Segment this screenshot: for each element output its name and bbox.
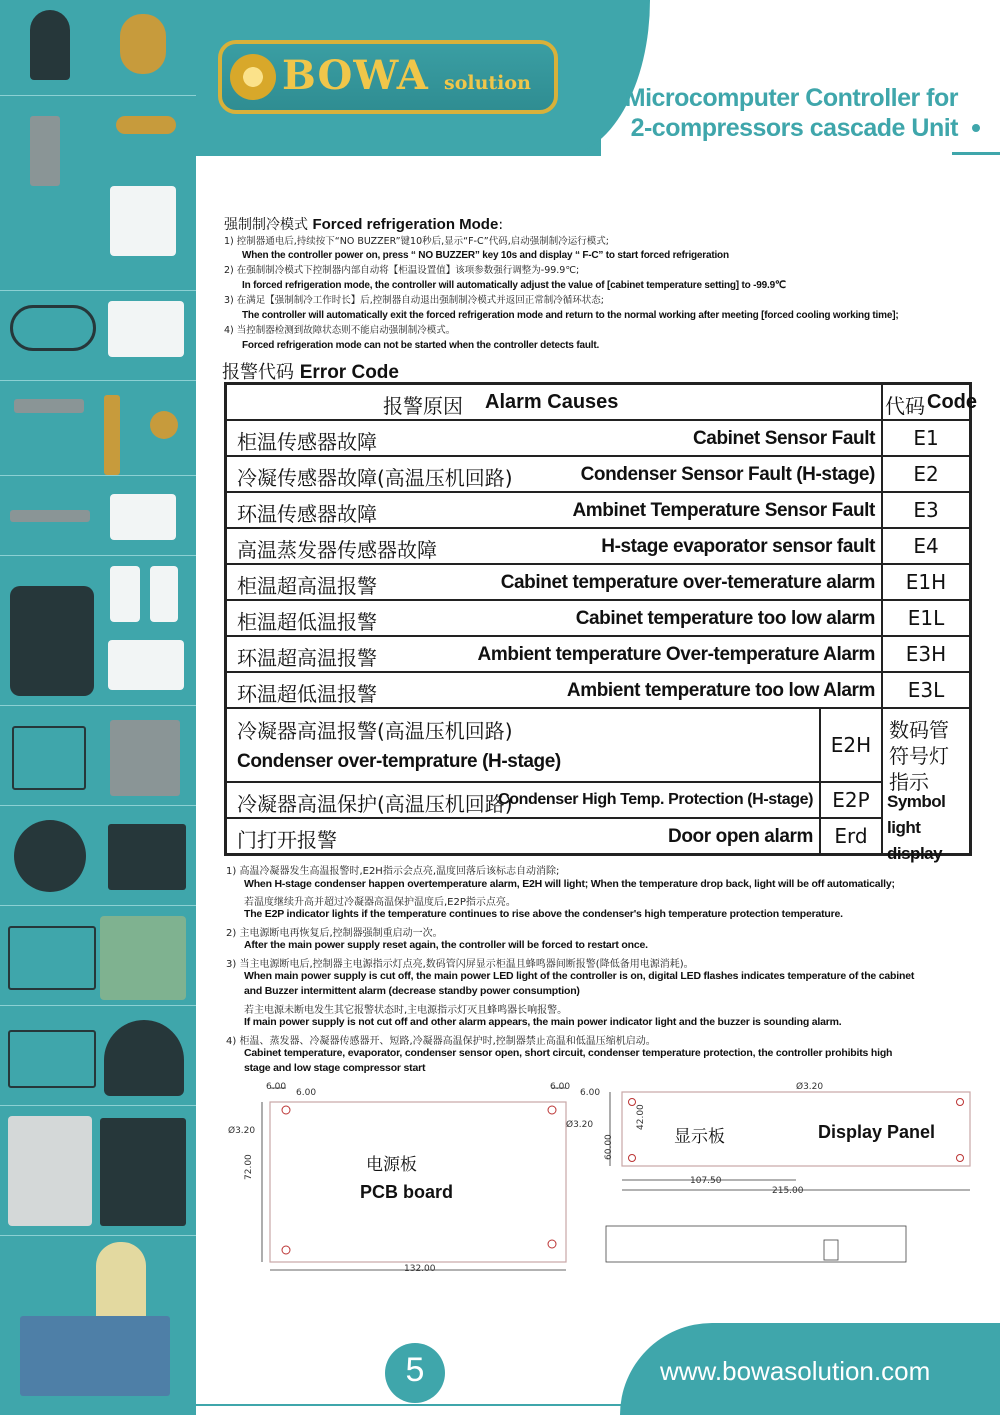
table-row: 环温传感器故障 Ambinet Temperature Sensor Fault (226, 492, 882, 528)
table-header-cause: 报警原因 Alarm Causes (226, 384, 882, 420)
controller-picture (110, 494, 176, 540)
note-en: The E2P indicator lights if the temperature continues to rise above the condenser's high temperature protection temperature. (244, 908, 843, 920)
display-hole-label: Ø3.20 (796, 1082, 824, 1092)
dual-pressure-switch-picture (108, 301, 184, 357)
hinge-picture (110, 720, 180, 796)
forced-item-en: When the controller power on, press “ NO BUZZER” key 10s and display “ F-C” to start forced refrigeration (242, 250, 729, 261)
flare-nut-picture (150, 411, 178, 439)
note-zh: 2) 主电源断电再恢复后,控制器强制重启动一次。 (226, 928, 443, 939)
relay-picture (110, 566, 140, 622)
note-zh: 1) 高温冷凝器发生高温报警时,E2H指示会点亮,温度回落后该标志自动消除; (226, 866, 560, 877)
table-code-cell: E1H (882, 564, 970, 600)
table-row: 冷凝器高温报警(高温压机回路) Condenser over-temprature (H-stage) (226, 708, 820, 782)
table-code-cell: E4 (882, 528, 970, 564)
solenoid-valve-picture (116, 116, 176, 134)
pcb-board-drawing (226, 1080, 606, 1280)
note-zh: 若主电源未断电发生其它报警状态时,主电源指示灯灭且蜂鸣器长响报警。 (244, 1005, 568, 1016)
fittings-picture (14, 399, 84, 413)
sidebar-row (0, 905, 196, 1006)
pcb-label-en: PCB board (360, 1182, 454, 1202)
note-en: and Buzzer intermittent alarm (decrease standby power consumption) (244, 985, 580, 997)
logo-main-text: BOWA (282, 52, 429, 99)
title-underline (952, 152, 1000, 155)
display-panel-drawing (600, 1080, 980, 1280)
page-number-badge (385, 1343, 445, 1403)
table-row: 柜温传感器故障 Cabinet Sensor Fault (226, 420, 882, 456)
pcb-mount-hole (548, 1240, 556, 1248)
forced-item-en: The controller will automatically exit the forced refrigeration mode and return to the normal working after meeting [forced cooling working time]; (242, 310, 899, 321)
display-height-label: 60.00 (604, 1134, 614, 1160)
display-label-zh: 显示板 (674, 1127, 725, 1147)
page-number: 5 (405, 1351, 425, 1389)
table-code-cell: Erd (820, 818, 882, 854)
forced-item-zh: 4) 当控制器检测到故障状态则不能启动强制制冷模式。 (224, 325, 456, 336)
error-code-heading: 报警代码 Error Code (222, 362, 399, 383)
capillary-tube-picture (10, 305, 96, 351)
title-dot (972, 124, 980, 132)
evaporator-picture (108, 640, 184, 690)
display-mount-hole (629, 1099, 636, 1106)
display-label-en: Display Panel (818, 1122, 936, 1142)
forced-item-zh: 1) 控制器通电后,持续按下“NO BUZZER”键10秒后,显示“F-C”代码,启动强制制冷运行模式; (224, 236, 609, 247)
display-half-label: 107.50 (690, 1176, 722, 1186)
table-header-code: 代码 Code (882, 384, 970, 420)
sidebar-row (0, 1235, 196, 1416)
forced-mode-heading: 强制制冷模式 Forced refrigeration Mode: (224, 216, 504, 233)
note-en: stage and low stage compressor start (244, 1062, 426, 1074)
table-row: 门打开报警 Door open alarm (226, 818, 820, 854)
display-connector (824, 1240, 838, 1260)
display-mount-hole (957, 1099, 964, 1106)
symbol-light-cell: 数码管符号灯指示 Symbol light display (882, 708, 970, 854)
display-side-view (606, 1226, 906, 1262)
motor-drawing-picture (8, 1030, 96, 1088)
brass-fitting-picture (104, 395, 120, 475)
pcb-offset-label: 6.00 (296, 1088, 317, 1098)
table-row: 环温超高温报警 Ambient temperature Over-temperature Alarm (226, 636, 882, 672)
logo-emblem-icon (230, 54, 276, 100)
website-url: www.bowasolution.com (660, 1356, 931, 1386)
filter-drier-picture (10, 510, 90, 522)
sidebar-row (0, 380, 196, 476)
pcb-offset-label: 6.00 (580, 1088, 601, 1098)
pcb-offset-label: 6.00 (550, 1082, 571, 1092)
display-width-label: 215.00 (772, 1186, 804, 1196)
pcb-label-zh: 电源板 (366, 1155, 417, 1175)
forced-item-en: Forced refrigeration mode can not be started when the controller detects fault. (242, 340, 600, 351)
scroll-compressor-picture (10, 586, 94, 696)
pcb-height-label: 72.00 (244, 1154, 254, 1180)
pcb-hole-label: Ø3.20 (228, 1126, 256, 1136)
table-code-cell: E2 (882, 456, 970, 492)
sidebar-row (0, 805, 196, 906)
page-title-line1: Microcomputer Controller for (624, 84, 958, 112)
sidebar-row (0, 1105, 196, 1236)
table-code-cell: E2H (820, 708, 882, 782)
table-row: 柜温超高温报警 Cabinet temperature over-temerature alarm (226, 564, 882, 600)
note-en: When H-stage condenser happen overtemperature alarm, E2H will light; When the temperature drop back, light will be off automatically; (244, 878, 895, 890)
sidebar-row (0, 555, 196, 706)
note-zh: 3) 当主电源断电后,控制器主电源指示灯点亮,数码管闪屏显示柜温且蜂鸣器间断报警(降低备用电源消耗)。 (226, 959, 694, 970)
table-row: 环温超低温报警 Ambient temperature too low Alarm (226, 672, 882, 708)
display-mount-hole (629, 1155, 636, 1162)
sidebar-row (0, 1005, 196, 1106)
table-code-cell: E1L (882, 600, 970, 636)
table-row: 柜温超低温报警 Cabinet temperature too low alarm (226, 600, 882, 636)
compressor-fan-picture (104, 1020, 184, 1096)
pcb-offset-label: 6.00 (266, 1082, 287, 1092)
pcb-hole-label: Ø3.20 (566, 1120, 594, 1130)
table-code-cell: E1 (882, 420, 970, 456)
error-code-table (224, 382, 977, 863)
condenser-coil-picture (108, 824, 186, 890)
sight-glass-picture (30, 116, 60, 186)
note-en: After the main power supply reset again, the controller will be forced to restart once. (244, 939, 648, 951)
page-title-line2: 2-compressors cascade Unit (630, 114, 958, 142)
table-row: 高温蒸发器传感器故障 H-stage evaporator sensor fault (226, 528, 882, 564)
pcb-mount-hole (282, 1106, 290, 1114)
table-row: 冷凝传感器故障(高温压机回路) Condenser Sensor Fault (H-stage) (226, 456, 882, 492)
pcb-mount-hole (282, 1246, 290, 1254)
rack-unit-picture (20, 1316, 170, 1396)
note-zh: 若温度继续升高并超过冷凝器高温保护温度后,E2P指示点亮。 (244, 897, 516, 908)
forced-item-en: In forced refrigeration mode, the controller will automatically adjust the value of [cabinet temperature setting] to -99.9℃ (242, 280, 786, 291)
product-sidebar (0, 0, 196, 1415)
sidebar-row (0, 95, 196, 191)
display-height-label: 42.00 (636, 1104, 646, 1130)
unit-drawing-picture (8, 926, 96, 990)
relay-picture (150, 566, 178, 622)
footer-line (196, 1404, 636, 1406)
note-en: If main power supply is not cut off and other alarm appears, the main power indicator light and the buzzer is sounding alarm. (244, 1016, 842, 1028)
sensor-picture (12, 726, 86, 790)
expansion-valve-picture (120, 14, 166, 74)
note-zh: 4) 柜温、蒸发器、冷凝器传感器开、短路,冷凝器高温保护时,控制器禁止高温和低温压缩机启动。 (226, 1036, 656, 1047)
brand-logo (218, 40, 558, 114)
forced-item-zh: 3) 在满足【强制制冷工作时长】后,控制器自动退出强制制冷模式并返回正常制冷循环状态; (224, 295, 604, 306)
display-mount-hole (957, 1155, 964, 1162)
note-en: When main power supply is cut off, the main power LED light of the controller is on, digital LED flashes indicates temperature of the cabinet (244, 970, 915, 982)
sidebar-row (0, 290, 196, 381)
logo-sub-text: solution (444, 72, 531, 94)
sidebar-row (0, 0, 196, 95)
fan-picture (14, 820, 86, 892)
pressure-switch-picture (110, 186, 176, 256)
table-code-cell: E3L (882, 672, 970, 708)
monoblock-picture (8, 1116, 92, 1226)
table-code-cell: E2P (820, 782, 882, 818)
note-en: Cabinet temperature, evaporator, condenser sensor open, short circuit, condenser temperature protection, the controller prohibits high (244, 1047, 893, 1059)
condensing-unit-picture (100, 916, 186, 1000)
cooling-unit-picture (100, 1118, 186, 1226)
sidebar-row (0, 705, 196, 806)
valve-picture (30, 10, 70, 80)
pcb-width-label: 132.00 (404, 1264, 436, 1274)
sidebar-row (0, 475, 196, 556)
table-code-cell: E3 (882, 492, 970, 528)
table-row: 冷凝器高温保护(高温压机回路) Condenser High Temp. Protection (H-stage) (226, 782, 820, 818)
table-code-cell: E3H (882, 636, 970, 672)
pcb-mount-hole (548, 1106, 556, 1114)
forced-item-zh: 2) 在强制制冷模式下控制器内部自动将【柜温设置值】该项参数强行调整为-99.9℃; (224, 265, 580, 276)
